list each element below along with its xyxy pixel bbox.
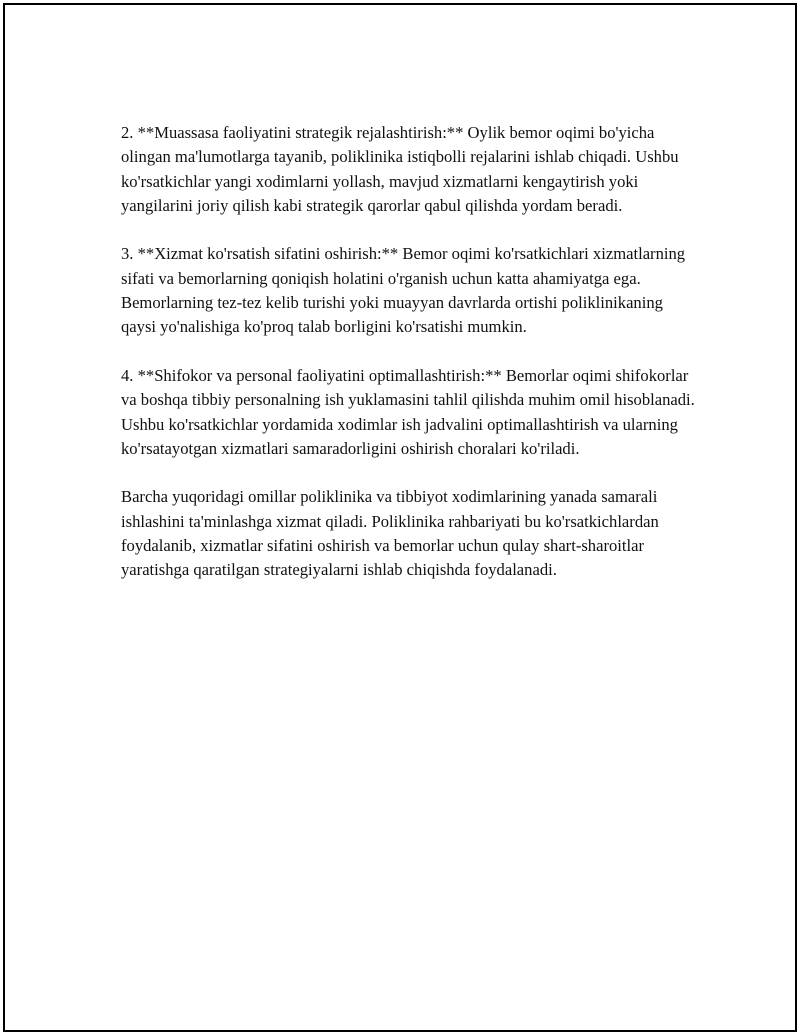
- paragraph-service-quality: 3. **Xizmat ko'rsatish sifatini oshirish:** Bemor oqimi ko'rsatkichlari xizmatlarning sifati va bemorlarning qoniqish holatini o'rganish uchun katta ahamiyatga ega. Bemorlarning tez-tez kelib turishi yoki muayyan davrlarda ortishi poliklinikaning qaysi yo'nalishiga ko'proq talab borligini ko'rsatishi mumkin.: [121, 244, 686, 337]
- paragraph-staff-optimization: 4. **Shifokor va personal faoliyatini optimallashtirish:** Bemorlar oqimi shifokorlar va boshqa tibbiy personalning ish yuklamasini tahlil qilishda muhim omil hisoblanadi. Ushbu ko'rsatkichlar yordamida xodimlar ish jadvalini optimallashtirish va ularning ko'rsatayotgan xizmatlari samaradorligini oshirish choralari ko'riladi.: [121, 365, 695, 458]
- paragraph-conclusion: Barcha yuqoridagi omillar poliklinika va tibbiyot xodimlarining yanada samarali ishlashini ta'minlashga xizmat qiladi. Poliklinika rahbariyati bu ko'rsatkichlardan foydalanib, xizmatlar sifatini oshirish va bemorlar uchun qulay shart-sharoitlar yaratishga qaratilgan strategiyalarni ishlab chiqishda foydalanadi.: [121, 487, 659, 580]
- paragraph-strategic-planning: 2. **Muassasa faoliyatini strategik rejalashtirish:** Oylik bemor oqimi bo'yicha olingan ma'lumotlarga tayanib, poliklinika istiqbolli rejalarini ishlab chiqadi. Ushbu ko'rsatkichlar yangi xodimlarni yollash, mavjud xizmatlarni kengaytirish yoki yangilarini joriy qilish kabi strategik qarorlar qabul qilishda yordam beradi.: [121, 123, 679, 215]
- page-frame: [3, 3, 797, 1032]
- document-body: [121, 121, 701, 607]
